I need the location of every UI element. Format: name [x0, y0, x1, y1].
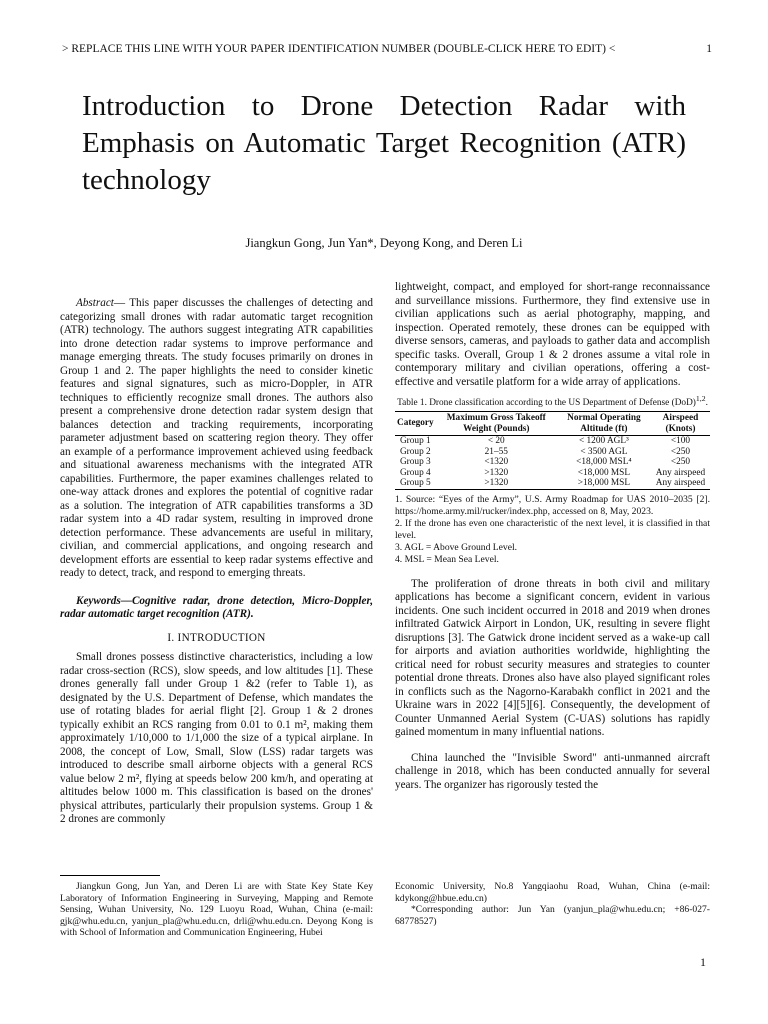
table-note: 2. If the drone has even one characteristic of the next level, it is classified in that level.	[395, 517, 710, 541]
table-row: Group 5 >1320 >18,000 MSL Any airspeed	[395, 478, 710, 489]
table-header-cell: Maximum Gross Takeoff Weight (Pounds)	[436, 412, 557, 436]
keywords-label: Keywords	[76, 594, 121, 607]
table-header-cell: Category	[395, 412, 436, 436]
footnote-corresponding-author: *Corresponding author: Jun Yan (yanjun_pla@whu.edu.cn; +86-027-68778527)	[395, 904, 710, 927]
table-note: 1. Source: “Eyes of the Army”, U.S. Army Roadmap for UAS 2010–2035 [2]. https://home.army.mil/rucker/index.php, accessed on 8, May, 2023.	[395, 493, 710, 517]
table-row: Group 3 <1320 <18,000 MSL⁴ <250	[399, 457, 691, 468]
body-paragraph-continued: lightweight, compact, and employed for short-range reconnaissance and surveillance missions. Furthermore, they find extensive use in civilian applications such as aerial photography, mapping, and inspection. Operated remotely, these drones can be equipped with diverse sensors, cameras, and payloads to gather data and accomplish specific tasks. Overall, Group 1 & 2 drones assume a vital role in contemporary military and civilian operations, offering a cost-effective and versatile platform for a wide array of applications.	[395, 281, 710, 388]
left-column	[60, 297, 373, 827]
paper-title: Introduction to Drone Detection Radar with Emphasis on Automatic Target Recognition (ATR) technology	[82, 90, 686, 196]
header-page-number: 1	[706, 43, 712, 55]
table-note: 3. AGL = Above Ground Level.	[395, 541, 518, 553]
keywords-text: —Cognitive radar, drone detection, Micro-Doppler, radar automatic target recognition (ATR).	[60, 594, 373, 620]
abstract-label: Abstract	[76, 297, 114, 309]
section-heading-introduction: I. INTRODUCTION	[167, 631, 266, 644]
running-header	[62, 43, 712, 55]
right-column	[395, 281, 710, 792]
table-note: 4. MSL = Mean Sea Level.	[395, 553, 499, 565]
author-list: Jiangkun Gong, Jun Yan*, Deyong Kong, and Deren Li	[245, 236, 523, 250]
footnote-text: Economic University, No.8 Yangqiaohu Road, Wuhan, China (e-mail: kdykong@hbue.edu.cn)	[395, 881, 710, 904]
intro-paragraph: Small drones possess distinctive characteristics, including a low radar cross-section (RCS), slow speeds, and low altitudes [1]. These drones generally fall under Group 1 &2 (refer to Table 1), as designated by the U.S. Department of Defense, which mandates the use of rotating blades for aerial flight [2]. Group 1 & 2 drones typically exhibit an RCS ranging from 0.01 to 0.1 m², making them approximately 1/10,000 to 1/1,000 the size of a typical airplane. In 2008, the concept of Low, Small, Slow (LSS) radar targets was introduced to describe small airborne objects with a general RCS value below 2 m², flying at speeds below 200 km/h, and operating at altitudes below 1000 m. This classification is based on the drones' physical attributes, particularly their propulsion systems. Group 1 & 2 drones are commonly	[60, 651, 373, 825]
footnote-right	[395, 881, 710, 927]
table-header-cell: Normal Operating Altitude (ft)	[557, 412, 651, 436]
table-header-cell: Airspeed (Knots)	[651, 412, 710, 436]
table-row: Group 4 >1320 <18,000 MSL Any airspeed	[399, 467, 706, 478]
table-row: Group 2 21–55 < 3500 AGL <250	[399, 446, 691, 457]
body-paragraph: The proliferation of drone threats in both civil and military applications has become a significant concern, evident in various incidents. One such incident occurred in 2018 and 2019 when drones infiltrated Gatwick Airport in London, UK, resulting in severe flight disruptions [3]. The Gatwick drone incident served as a wake-up call for airports and aviation authorities worldwide, highlighting the critical need for robust security measures and strategies to counter potential drone threats. Drones also have also played significant roles in conflicts such as the Nagorno-Karabakh conflict in 2021 and the Ukraine wars in 2022 [4][5][6]. Consequently, the development of Counter Unmanned Aerial System (C-UAS) solutions has rapidly gained momentum in many influential nations.	[395, 577, 710, 739]
table-row: Group 1 < 20 < 1200 AGL³ <100	[399, 436, 691, 447]
abstract	[60, 297, 373, 581]
table-header-row	[395, 412, 710, 436]
body-paragraph: China launched the "Invisible Sword" anti-unmanned aircraft challenge in 2018, which has been conducted annually for several years. The organizer has rigorously tested the	[395, 751, 710, 791]
drone-classification-table	[395, 411, 710, 490]
footnote-rule	[60, 875, 160, 876]
table-caption: Table 1. Drone classification according to the US Department of Defense (DoD)$^{1,2}$.	[397, 394, 708, 409]
keywords	[60, 595, 373, 622]
header-text: > REPLACE THIS LINE WITH YOUR PAPER IDENTIFICATION NUMBER (DOUBLE-CLICK HERE TO EDIT) <	[62, 43, 616, 55]
table-notes	[395, 494, 710, 566]
footer-page-number: 1	[700, 955, 706, 969]
abstract-text: — This paper discusses the challenges of detecting and categorizing small drones with radar automatic target recognition (ATR) technology. The authors suggest integrating ATR capabilities into drone detection radar systems to improve performance and manage emerging threats. The study focuses primarily on drones in Group 1 and 2. The paper highlights the need to consider kinetic features and signal signatures, such as micro-Doppler, in ATR techniques to efficiently recognize small drones. The authors also present a comprehensive drone detection radar system design that balances detection and tracking requirements, incorporating parameter adjustment based on scattering region theory. They offer an example of a performance improvement achieved using feedback and situational awareness mechanisms with the integrated ATR capabilities. Furthermore, the paper examines challenges related to one-way attack drones and explores the potential of cognitive radar as a solution. The integration of ATR capabilities transforms a 3D radar system into a 4D radar system, resulting in improved drone detection performance. These advancements are useful in military, civilian, and commercial applications, and ongoing research and development efforts are essential to keep radar systems effective and ready to detect, track, and respond to emerging threats.	[60, 297, 373, 579]
footnote-text: Jiangkun Gong, Jun Yan, and Deren Li are with State Key State Key Laboratory of Information Engineering in Surveying, Mapping and Remote Sensing, Wuhan University, No. 129 Luoyu Road, Wuhan, China (e-mail: gjk@whu.edu.cn, yanjun_pla@whu.edu.cn, drli@whu.edu.cn. Deyong Kong is with School of Information and Communication Engineering, Hubei	[60, 881, 373, 938]
footnote-left	[60, 881, 373, 939]
